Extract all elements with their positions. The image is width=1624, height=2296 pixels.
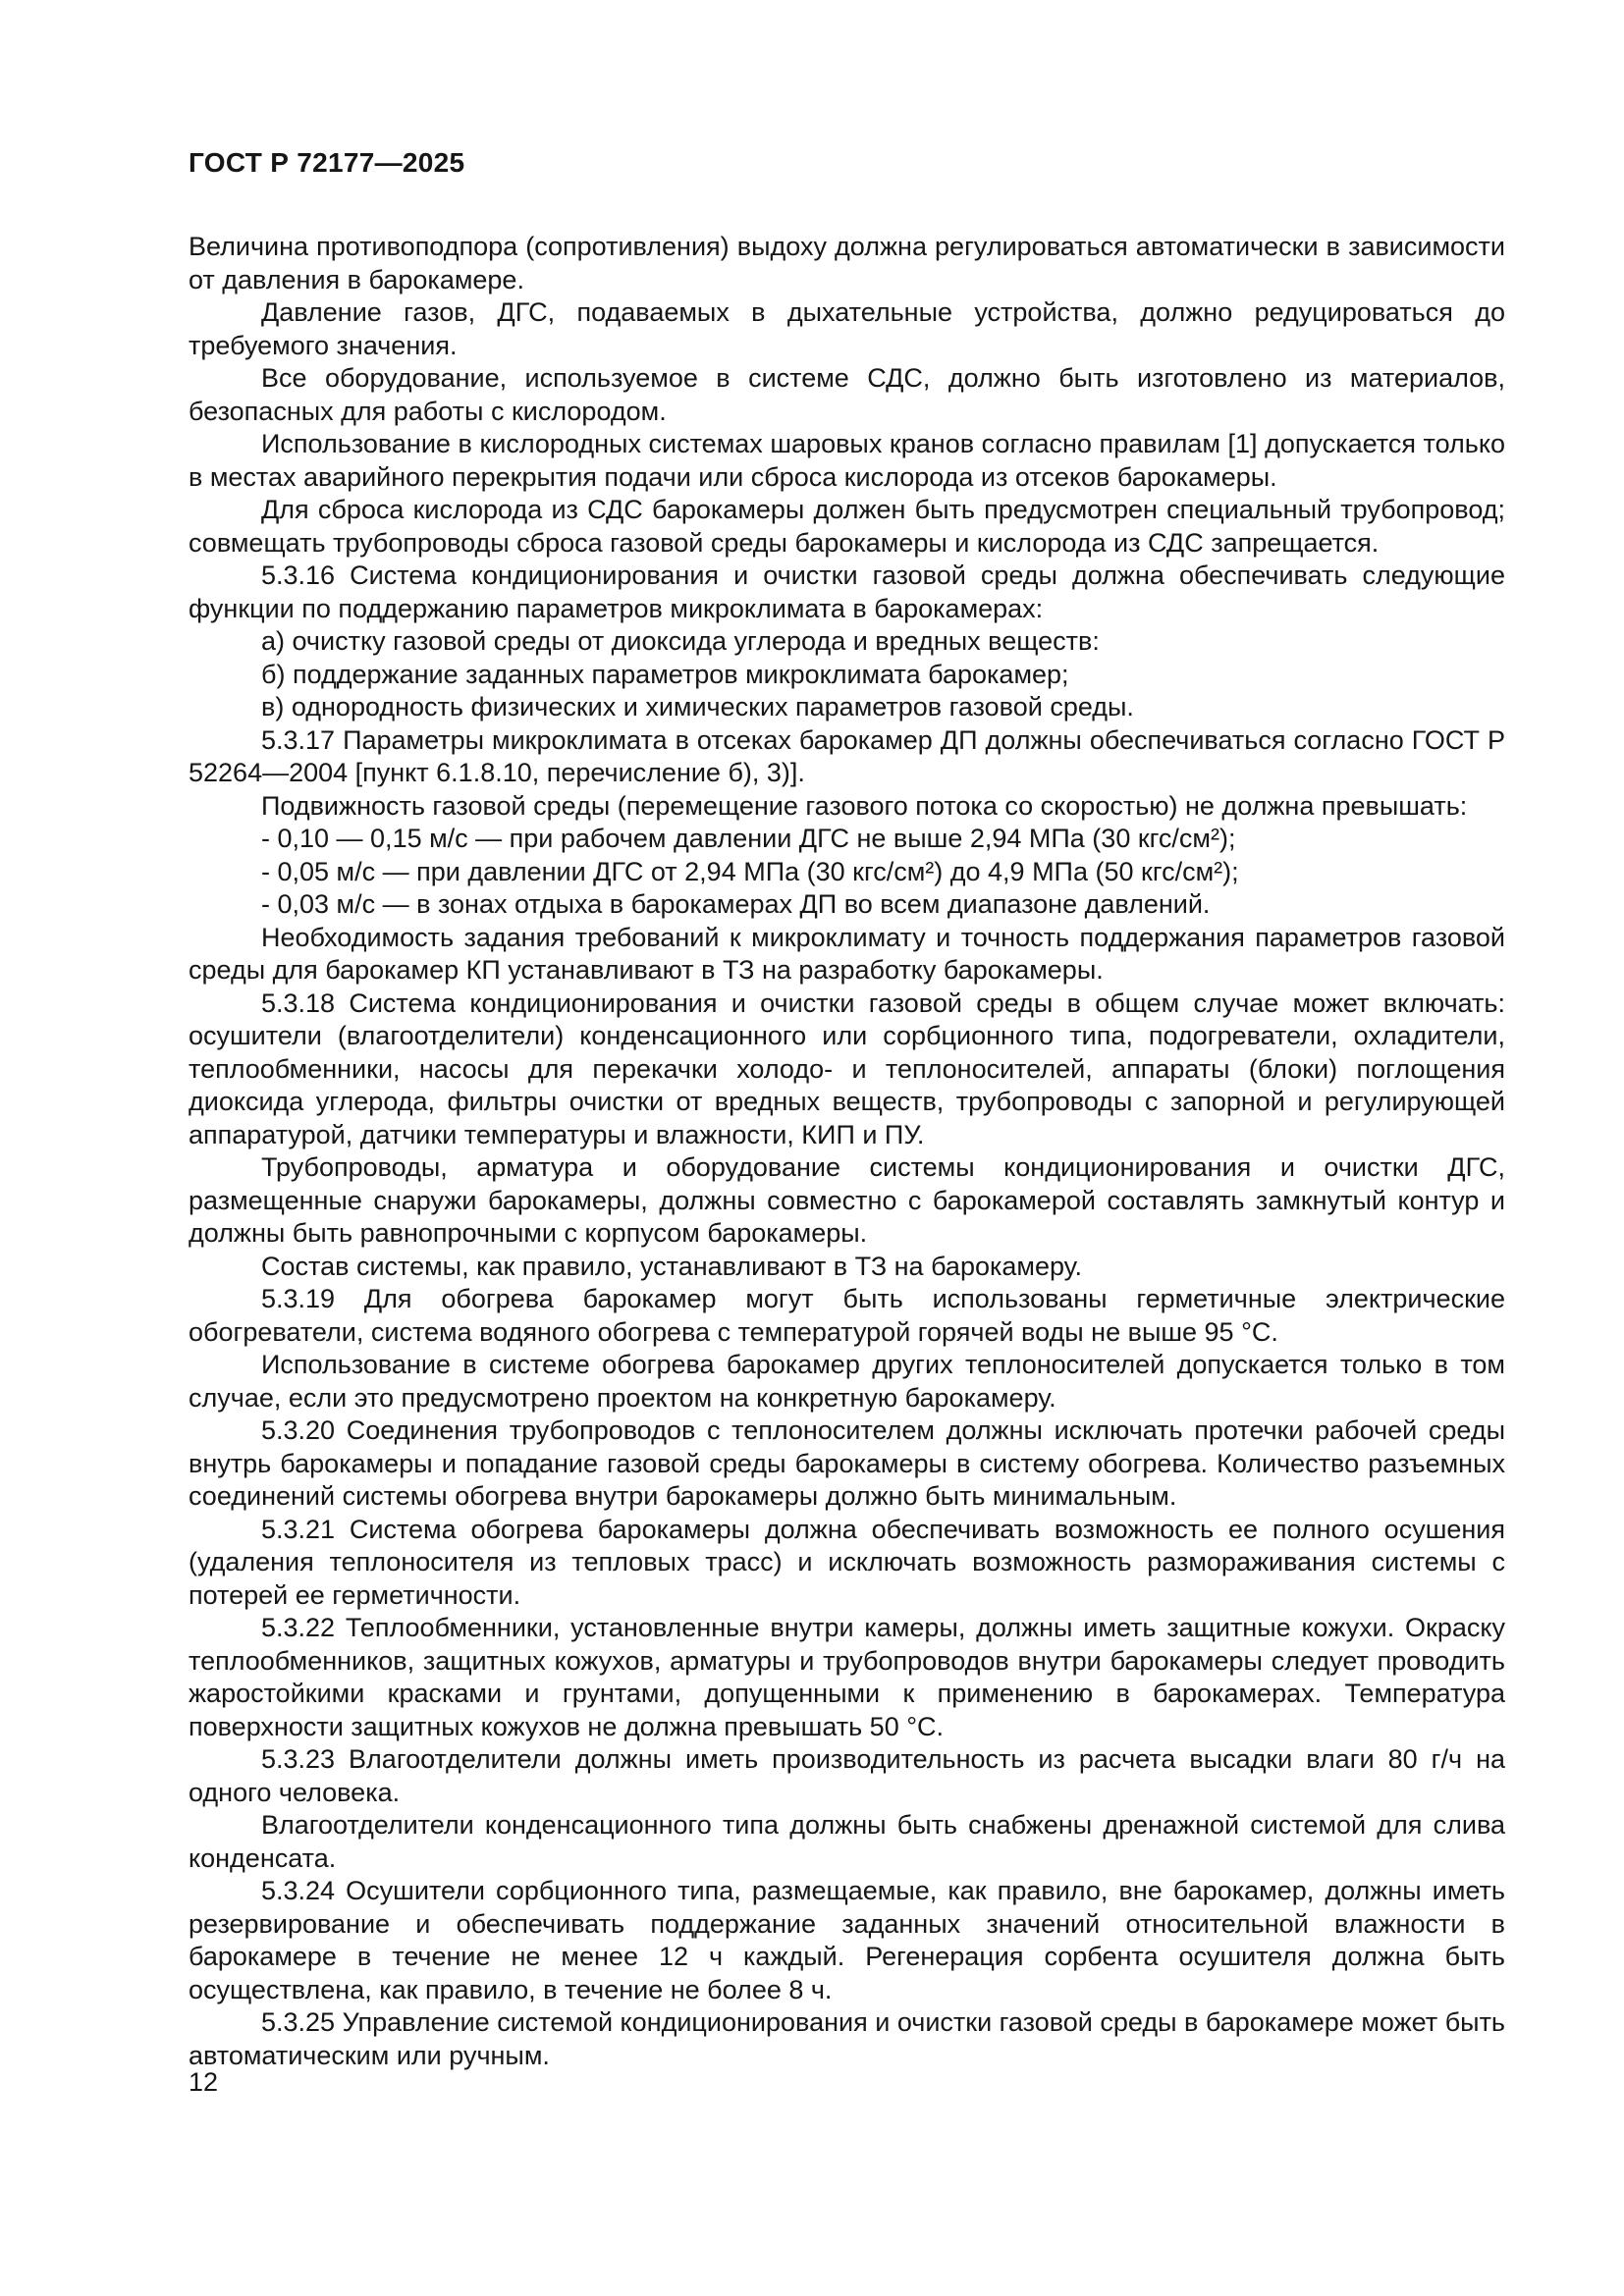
document-body [189, 231, 1505, 2072]
paragraph: 5.3.18 Система кондиционирования и очистки газовой среды в общем случае может включать: осушители (влагоотделители) конденсационного или сорбционного типа, подогреватели, охладители, теплообменники, насосы для перекачки холодо- и теплоносителей, аппараты (блоки) поглощения диоксида углерода, фильтры очистки от вредных веществ, трубопроводы с запорной и регулирующей аппаратурой, датчики температуры и влажности, КИП и ПУ. [189, 988, 1505, 1149]
paragraph: Все оборудование, используемое в системе СДС, должно быть изготовлено из материалов, безопасных для работы с кислородом. [189, 363, 1505, 426]
paragraph: 5.3.21 Система обогрева барокамеры должна обеспечивать возможность ее полного осушения (удаления теплоносителя из тепловых трасс) и исключать возможность размораживания системы с потерей ее герметичности. [189, 1514, 1505, 1610]
paragraph: 5.3.24 Осушители сорбционного типа, размещаемые, как правило, вне барокамер, должны иметь резервирование и обеспечивать поддержание заданных значений относительной влажности в барокамере в течение не менее 12 ч каждый. Регенерация сорбента осушителя должна быть осуществлена, как правило, в течение не более 8 ч. [189, 1876, 1505, 2004]
paragraph: Состав системы, как правило, устанавливают в ТЗ на барокамеру. [261, 1251, 1082, 1281]
paragraph: Трубопроводы, арматура и оборудование системы кондиционирования и очистки ДГС, размещенные снаружи барокамеры, должны совместно с барокамерой составлять замкнутый контур и должны быть равнопрочными с корпусом барокамеры. [189, 1152, 1505, 1248]
paragraph: 5.3.23 Влагоотделители должны иметь производительность из расчета высадки влаги 80 г/ч на одного человека. [189, 1744, 1505, 1807]
paragraph: - 0,03 м/с — в зонах отдыха в барокамерах ДП во всем диапазоне давлений. [261, 889, 1211, 919]
paragraph: Давление газов, ДГС, подаваемых в дыхательные устройства, должно редуцироваться до требуемого значения. [189, 297, 1505, 360]
paragraph: - 0,10 — 0,15 м/с — при рабочем давлении ДГС не выше 2,94 МПа (30 кгс/см²); [261, 824, 1236, 853]
standard-designation-header: ГОСТ Р 72177—2025 [189, 147, 465, 178]
paragraph: 5.3.25 Управление системой кондиционирования и очистки газовой среды в барокамере может быть автоматическим или ручным. [189, 2007, 1505, 2070]
paragraph: Влагоотделители конденсационного типа должны быть снабжены дренажной системой для слива конденсата. [189, 1810, 1505, 1873]
paragraph: а) очистку газовой среды от диоксида углерода и вредных веществ: [261, 626, 1100, 656]
paragraph: б) поддержание заданных параметров микроклимата барокамер; [261, 659, 1069, 689]
paragraph: 5.3.22 Теплообменники, установленные внутри камеры, должны иметь защитные кожухи. Окраску теплообменников, защитных кожухов, арматуры и трубопроводов внутри барокамеры следует проводить жаростойкими красками и грунтами, допущенными к применению в барокамерах. Температура поверхности защитных кожухов не должна превышать 50 °С. [189, 1613, 1505, 1741]
paragraph: Использование в системе обогрева барокамер других теплоносителей допускается только в том случае, если это предусмотрено проектом на конкретную барокамеру. [189, 1350, 1505, 1413]
paragraph: Подвижность газовой среды (перемещение газового потока со скоростью) не должна превышать: [261, 790, 1468, 821]
paragraph: в) однородность физических и химических параметров газовой среды. [261, 692, 1134, 721]
paragraph: Для сброса кислорода из СДС барокамеры должен быть предусмотрен специальный трубопровод; совмещать трубопроводы сброса газовой среды барокамеры и кислорода из СДС запрещается. [189, 495, 1505, 558]
page-number: 12 [189, 2067, 219, 2097]
paragraph: 5.3.16 Система кондиционирования и очистки газовой среды должна обеспечивать следующие функции по поддержанию параметров микроклимата в барокамерах: [189, 561, 1505, 623]
paragraph: Необходимость задания требований к микроклимату и точность поддержания параметров газовой среды для барокамер КП устанавливают в ТЗ на разработку барокамеры. [189, 922, 1505, 985]
paragraph: 5.3.20 Соединения трубопроводов с теплоносителем должны исключать протечки рабочей среды внутрь барокамеры и попадание газовой среды барокамеры в систему обогрева. Количество разъемных соединений системы обогрева внутри барокамеры должно быть минимальным. [189, 1415, 1505, 1511]
paragraph: Величина противоподпора (сопротивления) выдоху должна регулироваться автоматически в зависимости от давления в барокамере. [189, 232, 1505, 294]
paragraph: 5.3.17 Параметры микроклимата в отсеках барокамер ДП должны обеспечиваться согласно ГОСТ Р 52264—2004 [пункт 6.1.8.10, перечисление б), 3)]. [189, 724, 1505, 787]
paragraph: - 0,05 м/с — при давлении ДГС от 2,94 МПа (30 кгс/см²) до 4,9 МПа (50 кгс/см²); [261, 856, 1239, 886]
paragraph: Использование в кислородных системах шаровых кранов согласно правилам [1] допускается только в местах аварийного перекрытия подачи или сброса кислорода из отсеков барокамеры. [189, 429, 1505, 492]
paragraph: 5.3.19 Для обогрева барокамер могут быть использованы герметичные электрические обогреватели, система водяного обогрева с температурой горячей воды не выше 95 °С. [189, 1284, 1505, 1347]
